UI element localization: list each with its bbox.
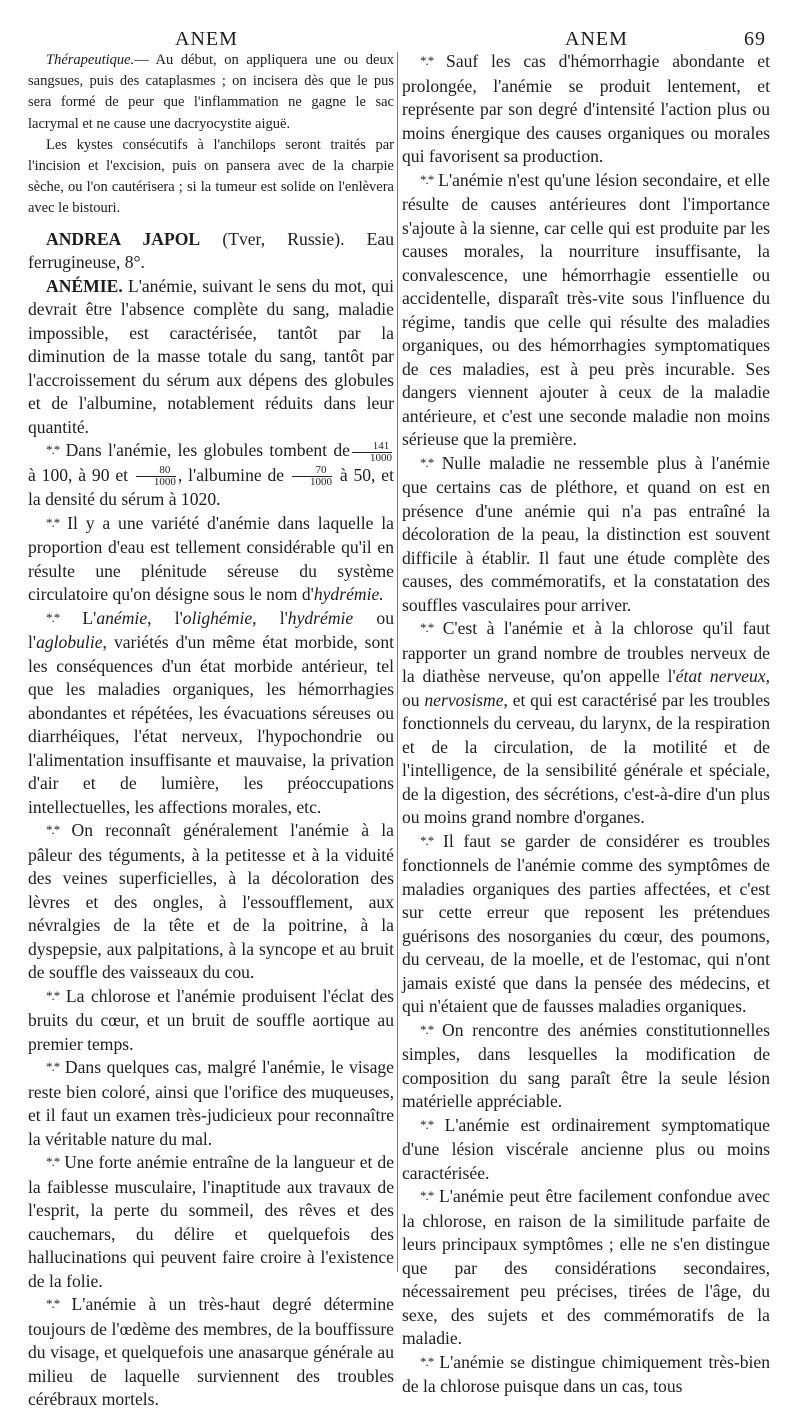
hydremie-text: Il y a une variété d'anémie dans laquelle la proportion d'eau est tellement considérable qu'il en résulte une plénitude séreuse du système circulatoire qu'on désigne sous le nom d' [28,512,394,605]
asterism: *.* [46,987,60,1003]
forte-anemie-text: Une forte anémie entraîne de la langueur et de la faiblesse musculaire, l'inaptitude aux travaux de l'esprit, la perte du sommeil, des rêves et des cauchemars, du délire et quelquefois des hallucinations qui peuvent faire croire à l'existence de la folie. [28,1152,394,1291]
hydremie-term: hydrémie. [313,584,384,605]
anemie-definition: L'anémie, suivant le sens du mot, qui devrait être l'absence complète du sang, maladie impossible, est caractérisée, tantôt par la diminution de la masse totale du sang, tantôt par l'accroissement du sérum aux dépens des globules et de l'albumine, notablement réduits dans leur quantité. [28,275,394,437]
left-running-head: ANEM [175,28,238,50]
globules-paragraph [28,439,394,511]
forte-anemie-paragraph [28,1151,394,1293]
asterism: *.* [420,832,434,848]
secondaire-paragraph [402,169,770,452]
fraction-numerator: 80 [136,465,176,477]
andrea-heading: ANDREA JAPOL [46,228,201,249]
globules-text-d: à 50, et la densité du sérum à 1020. [28,464,394,510]
text-fragment: , l' [147,607,183,628]
garder-paragraph [402,830,770,1019]
term-olighemie: olighémie [182,607,253,628]
quelques-cas-text: Dans quelques cas, malgré l'anémie, le visage reste bien coloré, ainsi que l'orifice des muqueuses, et il faut un examen très-judicieux pour reconnaître la véritable nature du mal. [28,1057,394,1149]
constitutionnelles-text: On rencontre des anémies constitutionnelles simples, dans lesquelles la modification de composition du sang paraît être la seule lésion matérielle appréciable. [402,1019,771,1111]
constitutionnelles-paragraph [402,1019,770,1114]
hydremie-paragraph [28,512,394,607]
reconnait-text: On reconnaît généralement l'anémie à la pâleur des téguments, à la petitesse et à la viduité des veines superficielles, à la décoloration des lèvres et des ongles, à l'essoufflement, aux névralgies de la tête et de la poitrine, à la dyspepsie, aux palpitations, à la syncope et au bruit de souffle des vaisseaux du cou. [28,820,394,983]
anemie-entry [28,275,394,440]
asterism: *.* [420,620,434,635]
asterism: *.* [46,609,60,625]
asterism: *.* [46,514,60,530]
text-fragment: , l' [252,607,288,628]
reconnait-paragraph [28,819,394,985]
andrea-text: (Tver, Russie). Eau ferrugineuse, 8°. [28,228,394,273]
varietes-text: , variétés d'un même état morbide, sont les conséquences d'un état morbide antérieur, tel que les maladies organiques, les hémorrhagies abondantes et répétées, les évacuations séreuses ou diarrhéiques, l'état nerveux, l'hypochondrie ou l'alimentation insuffisante et mauvaise, la privation d'air et de lumière, les préoccupations intellectuelles, les affections morales, etc. [28,632,394,817]
text-fragment: ou l' [28,607,394,653]
haut-degre-paragraph [28,1293,394,1412]
kystes-paragraph: Les kystes consécutifs à l'anchilops seront traités par l'incision et l'excision, puis on pansera avec de la charpie sèche, ou l'on cautérisera ; si la tumeur est solide on l'enlèvera avec le bistouri. [28,136,394,217]
fraction-numerator: 70 [292,465,332,477]
sauf-paragraph [402,50,770,169]
chimiquement-paragraph [402,1351,770,1399]
asterism: *.* [46,442,60,458]
term-hydremie: hydrémie [287,607,354,628]
fraction-denominator: 1000 [370,451,392,464]
text-fragment: L' [82,607,97,628]
left-column [28,50,394,1412]
therapeutique-paragraph [28,50,394,135]
asterism: *.* [46,1296,60,1312]
globules-text-a: Dans l'anémie, les globules tombent de [65,440,350,461]
column-divider [397,52,398,1272]
nulle-maladie-text: Nulle maladie ne ressemble plus à l'anémie que certains cas de pléthore, et quand on est en présence d'une anémie qui n'a pas entraîné la décoloration de la peau, la distinction est souvent difficile à établir. Il faut une étude complète des causes, des commémoratifs, et la constatation des souffles vasculaires pour arriver. [402,452,770,615]
asterism: *.* [420,1116,434,1132]
nulle-maladie-paragraph [402,452,770,618]
symptomatique-text: L'anémie est ordinairement symptomatique d'une lésion viscérale ancienne plus ou moins caractérisée. [402,1114,770,1183]
therapeutique-label: Thérapeutique. [46,52,135,68]
term-anemie: anémie [96,607,148,628]
asterism: *.* [420,1188,434,1203]
term-nervosisme: nervosisme [424,689,504,710]
garder-text: Il faut se garder de considérer es troubles fonctionnels de l'anémie comme des symptômes de maladies organiques des parties affectées, et c'est sur cette erreur que reposent les prétendues guérisons des nosorganies du cœur, des poumons, du cerveau, de la moelle, et de l'estomac, qui n'ont jamais existé que dans la pensée des médecins, et qui n'étaient que de fausses maladies organiques. [402,830,770,1016]
asterism: *.* [420,1021,434,1037]
asterism: *.* [46,822,60,838]
therapeutique-text: — Au début, on appliquera une ou deux sangsues, puis des cataplasmes ; on incisera dès que le pus sera formé de peur que l'inflammation ne gagne le sac lacrymal et ne cause une dacryocystite aiguë. [28,52,394,132]
right-running-head: ANEM [565,28,628,50]
term-etat-nerveux: état nerveux [675,666,766,686]
asterism: *.* [420,454,434,470]
asterism: *.* [420,171,434,187]
confondue-paragraph [402,1185,770,1351]
quelques-cas-paragraph [28,1056,394,1151]
confondue-text: L'anémie peut être facilement confondue avec la chlorose, en raison de la similitude parfaite de leurs principaux symptômes ; elle ne s'en distingue que par des considérations secondaires, nécessairement peu précises, tirées de l'âge, du sexe, des sujets et des commémoratifs de la maladie. [402,1186,770,1348]
asterism: *.* [420,1353,434,1369]
page-number: 69 [744,28,766,50]
asterism: *.* [46,1154,60,1170]
fraction-globules-low [136,465,176,488]
globules-text-c: , l'albumine de [177,464,285,485]
asterism: *.* [420,53,434,68]
varietes-paragraph [28,607,394,820]
term-aglobulie: aglobulie [36,632,103,653]
fraction-albumine [292,465,332,488]
fraction-numerator: 141 [352,441,392,453]
fraction-denominator: 1000 [153,476,176,489]
secondaire-text: L'anémie n'est qu'une lésion secondaire, et elle résulte de causes antérieures dont l'importance s'ajoute à la sienne, car celle qui est produite par les causes morales, la nourriture insuffisante, la convalescence, une hémorrhagie essentielle ou accidentelle, disparaît très-vite sous l'influence du régime, tandis que celle qui résulte des maladies organiques, ou des hémorrhagies symptomatiques de ces maladies, est à peu près incurable. Ses dangers viennent ajouter à ceux de la maladie antérieure, et c'est une seconde maladie non moins sérieuse que la première. [402,169,770,449]
symptomatique-paragraph [402,1114,770,1186]
fraction-globules [352,441,392,464]
asterism: *.* [46,1059,60,1075]
andrea-entry [28,228,394,275]
haut-degre-text: L'anémie à un très-haut degré détermine toujours de l'œdème des membres, de la bouffissure du visage, et quelquefois une anasarque générale au milieu de laquelle surviennent des troubles cérébraux mortels. [28,1294,394,1410]
fraction-denominator: 1000 [309,476,332,489]
etat-nerveux-paragraph [402,617,770,830]
right-column [402,50,770,1399]
anemie-heading: ANÉMIE. [46,275,123,296]
sauf-text: Sauf les cas d'hémorrhagie abondante et prolongée, l'anémie se produit lentement, et représente par son degré d'intensité l'action plus ou moins énergique des causes organiques ou morales qui favorisent sa production. [402,51,770,166]
text-fragment: , ou [402,666,770,710]
etat-nerveux-text-c: , et qui est caractérisé par les troubles fonctionnels du cerveau, du larynx, de la respiration et de la circulation, de la motilité et de l'intelligence, de la sensibilité générale et spéciale, de la digestion, des sécrétions, c'est-à-dire d'un plus ou moins grand nombre d'organes. [402,689,770,827]
chimiquement-text: L'anémie se distingue chimiquement très-bien de la chlorose puisque dans un cas, tous [402,1351,770,1396]
chlorose-paragraph [28,985,394,1057]
globules-text-b: à 100, à 90 et [28,464,129,485]
chlorose-text: La chlorose et l'anémie produisent l'éclat des bruits du cœur, et un bruit de souffle aortique au premier temps. [28,985,394,1054]
etat-nerveux-text-a: C'est à l'anémie et à la chlorose qu'il faut rapporter un grand nombre de troubles nerveux de la diathèse nerveuse, qu'on appelle l' [402,618,770,686]
